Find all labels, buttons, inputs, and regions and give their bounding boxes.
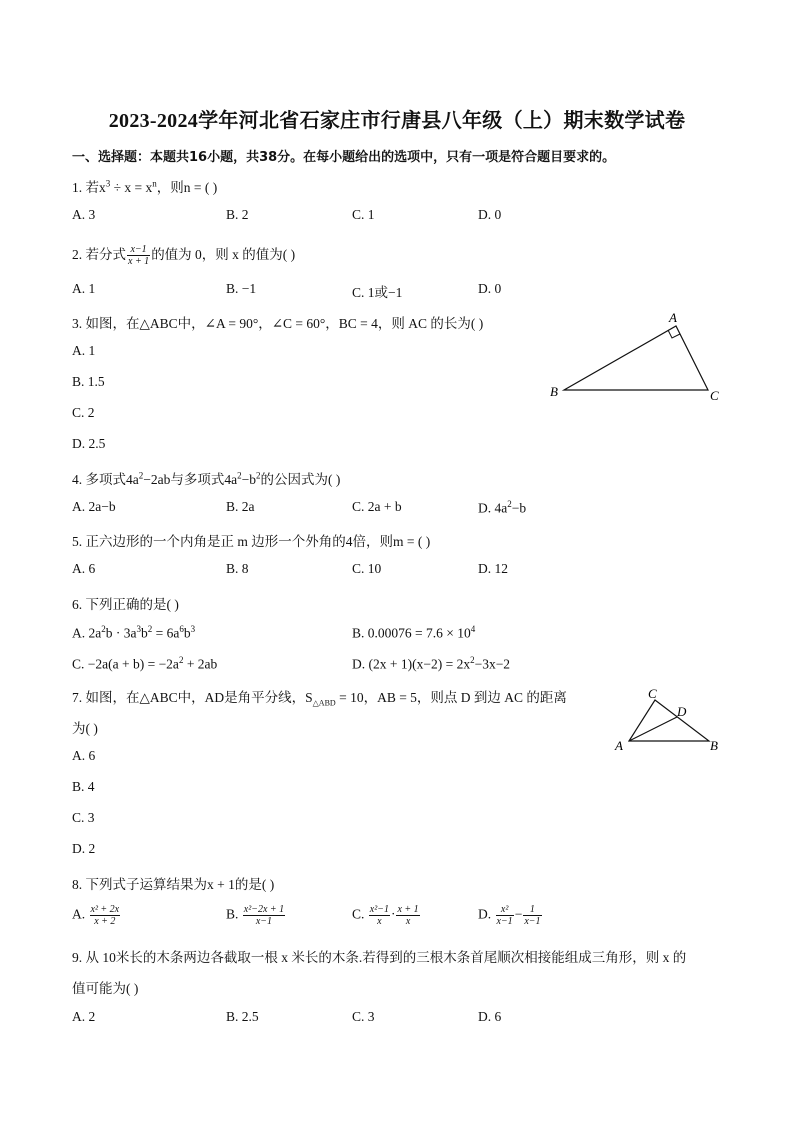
question-1: 1. 若$x^3 \div x = x^n$，则n = ( ): [72, 178, 218, 195]
question-2: 2. 若分式 $\frac{x-1}{x + 1}$ 的值为 0，则 x 的值为( ): [72, 244, 296, 268]
question-9: 9. 从 10米长的木条两边各截取一根 x 米长的木条.若得到的三根木条首尾顺次相接能组成三角形，则 x 的: [72, 950, 687, 965]
q7-option-c[interactable]: C. 3: [72, 810, 95, 825]
q7-option-b[interactable]: B. 4: [72, 779, 95, 794]
q1-option-c[interactable]: C. 1: [352, 207, 375, 222]
q9-option-b[interactable]: B. 2.5: [226, 1009, 259, 1024]
vertex-label-d: D: [677, 704, 687, 719]
q6-option-c[interactable]: C. $-2a(a + b) = -2a^2 + 2ab$: [72, 655, 218, 672]
q1-option-b[interactable]: B. 2: [226, 207, 249, 222]
vertex-label-b: B: [550, 384, 558, 399]
q3-option-a[interactable]: A. 1: [72, 343, 96, 358]
fraction: $\frac{\text{x²}}{x-1}$: [496, 904, 513, 927]
q2-option-a[interactable]: A. 1: [72, 281, 96, 296]
q6-option-a[interactable]: A. $2a^2b \cdot 3a^3b^2 = 6a^6b^3$: [72, 624, 196, 641]
question-9-continued: 值可能为( ): [72, 981, 139, 996]
fraction: $\frac{\text{x²−1}}{x}$: [369, 904, 389, 927]
q3-option-c[interactable]: C. 2: [72, 405, 95, 420]
fraction: $\frac{x-1}{x + 1}$: [128, 244, 150, 268]
q4-option-c[interactable]: C. 2a + b: [352, 499, 402, 514]
question-7: 7. 如图，在△ABC中，AD是角平分线，$S_{\triangle ABD} = 10$，AB = 5，则点 D 到边 AC 的距离: [72, 690, 567, 708]
section-heading: 一、选择题：本题共16小题，共38分。在每小题给出的选项中，只有一项是符合题目要求的。: [72, 150, 616, 165]
q8-option-d[interactable]: D. $\frac{\text{x²}}{x-1}$ − $\frac{1}{x-1}$: [478, 904, 541, 927]
page-title: 2023-2024学年河北省石家庄市行唐县八年级（上）期末数学试卷: [108, 110, 686, 132]
q8-option-c[interactable]: C. $\frac{\text{x²−1}}{x}$ · $\frac{x + 1}{x}$: [352, 904, 419, 927]
q3-option-d[interactable]: D. 2.5: [72, 436, 106, 451]
vertex-label-c: C: [648, 686, 657, 701]
q3-option-b[interactable]: B. 1.5: [72, 374, 105, 389]
q5-option-b[interactable]: B. 8: [226, 561, 249, 576]
q7-triangle-figure: [610, 683, 730, 755]
q5-option-c[interactable]: C. 10: [352, 561, 382, 576]
q1-option-d[interactable]: D. 0: [478, 207, 502, 222]
q2-option-d[interactable]: D. 0: [478, 281, 502, 296]
question-7-continued: 为( ): [72, 721, 98, 736]
question-5: 5. 正六边形的一个内角是正 m 边形一个外角的4倍，则m = ( ): [72, 534, 431, 549]
q6-option-d[interactable]: D. $(2x + 1)(x-2) = 2x^2-3x-2$: [352, 655, 511, 672]
vertex-label-b: B: [710, 738, 718, 753]
q4-option-a[interactable]: A. 2a−b: [72, 499, 116, 514]
vertex-label-a: A: [669, 310, 677, 325]
vertex-label-a: A: [615, 738, 623, 753]
q5-option-a[interactable]: A. 6: [72, 561, 96, 576]
q7-option-a[interactable]: A. 6: [72, 748, 96, 763]
q4-option-b[interactable]: B. 2a: [226, 499, 255, 514]
fraction: $\frac{\text{x² + 2x}}{x + 2}$: [90, 904, 120, 927]
vertex-label-c: C: [710, 388, 719, 403]
q5-option-d[interactable]: D. 12: [478, 561, 508, 576]
q2-option-b[interactable]: B. −1: [226, 281, 257, 296]
q1-option-a[interactable]: A. 3: [72, 207, 96, 222]
q9-option-c[interactable]: C. 3: [352, 1009, 375, 1024]
question-4: 4. 多项式$4a^2-2ab$与多项式$4a^2-b^2$的公因式为( ): [72, 470, 341, 487]
question-3: 3. 如图，在△ABC中，∠A = 90°，∠C = 60°，BC = 4，则 AC 的长为( ): [72, 316, 484, 331]
question-8: 8. 下列式子运算结果为x + 1的是( ): [72, 877, 275, 892]
q4-option-d[interactable]: D. $4a^2-b$: [478, 499, 527, 516]
fraction: $\frac{x + 1}{x}$: [397, 904, 419, 927]
q8-option-b[interactable]: B. $\frac{\text{x²−2x + 1}}{x-1}$: [226, 904, 285, 927]
fraction: $\frac{1}{x-1}$: [524, 904, 541, 927]
q2-option-c[interactable]: C. 1或−1: [352, 285, 403, 300]
question-6: 6. 下列正确的是( ): [72, 597, 179, 612]
triangle-abc: [564, 326, 708, 390]
q7-option-d[interactable]: D. 2: [72, 841, 96, 856]
q9-option-a[interactable]: A. 2: [72, 1009, 96, 1024]
q3-triangle-figure: [540, 305, 730, 410]
fraction: $\frac{\text{x²−2x + 1}}{x-1}$: [243, 904, 285, 927]
q8-option-a[interactable]: A. $\frac{\text{x² + 2x}}{x + 2}$: [72, 904, 120, 927]
q6-option-b[interactable]: B. $0.00076 = 7.6 \times 10^4$: [352, 624, 476, 641]
q9-option-d[interactable]: D. 6: [478, 1009, 502, 1024]
